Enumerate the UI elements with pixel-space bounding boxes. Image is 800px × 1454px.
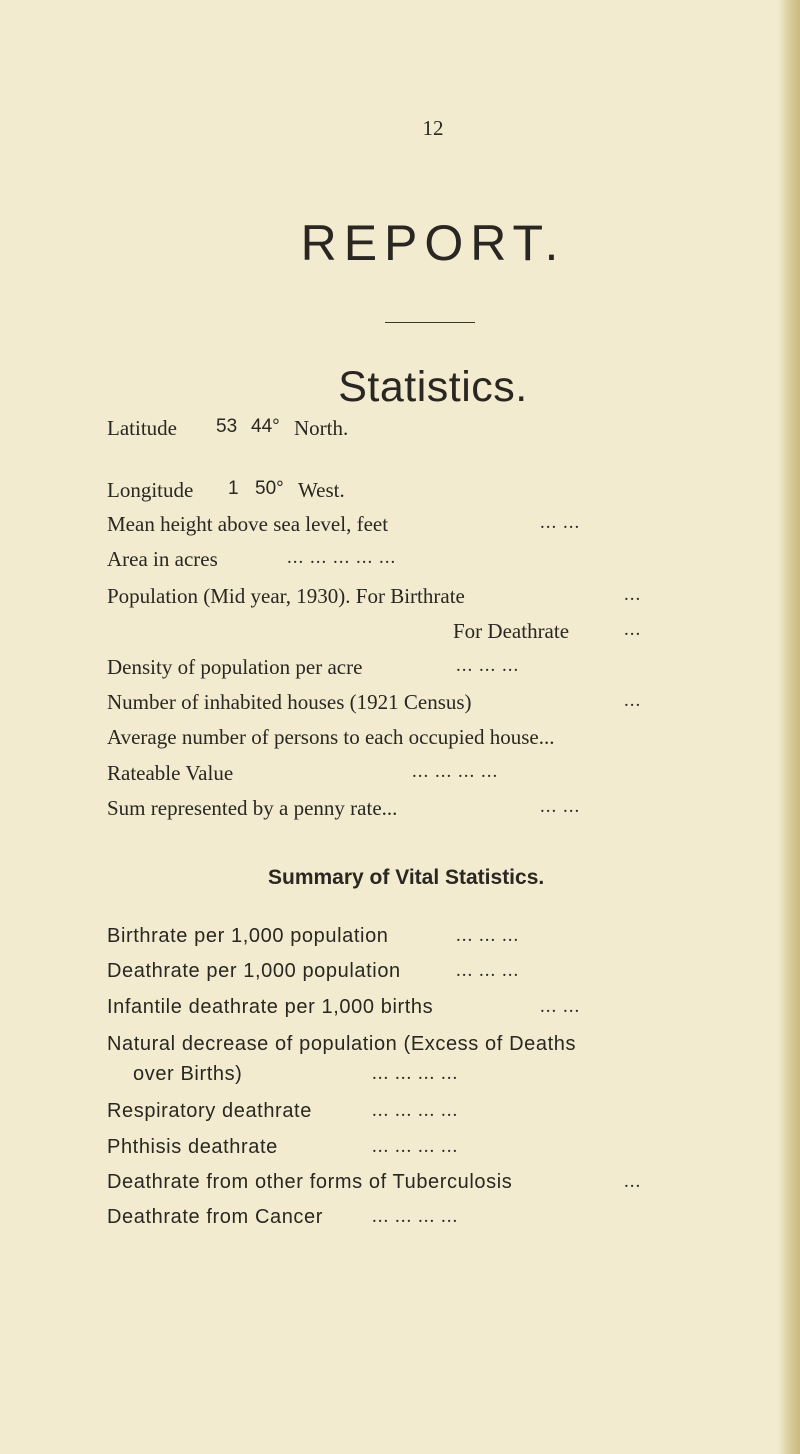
row-label: Infantile deathrate per 1,000 births xyxy=(107,996,434,1018)
latitude-degrees: 53 xyxy=(216,416,238,437)
row-label: over Births) xyxy=(133,1063,243,1085)
row-label: Deathrate per 1,000 population xyxy=(107,960,401,982)
leader-dots: ... ... xyxy=(540,996,581,1017)
leader-dots: ... xyxy=(624,690,642,711)
longitude-degrees: 1 xyxy=(228,478,239,499)
longitude-direction: West. xyxy=(298,478,345,502)
page-number: 12 xyxy=(422,116,444,140)
longitude-minutes: 50° xyxy=(255,478,284,499)
leader-dots: ... xyxy=(624,619,642,640)
latitude-direction: North. xyxy=(294,416,349,440)
leader-dots: ... ... ... ... ... xyxy=(287,547,397,568)
row-label: Average number of persons to each occupied house... xyxy=(107,725,555,749)
leader-dots: ... ... ... xyxy=(456,655,520,676)
report-title: REPORT. xyxy=(300,215,566,271)
leader-dots: ... ... xyxy=(540,796,581,817)
leader-dots: ... xyxy=(624,1171,642,1192)
row-label: Deathrate from other forms of Tuberculosis xyxy=(107,1171,513,1193)
leader-dots: ... ... ... ... xyxy=(372,1100,459,1121)
latitude-minutes: 44° xyxy=(251,416,280,437)
row-label: For Deathrate xyxy=(453,619,570,643)
summary-heading: Summary of Vital Statistics. xyxy=(268,866,545,889)
row-label: Density of population per acre xyxy=(107,655,363,679)
leader-dots: ... ... ... ... xyxy=(372,1206,459,1227)
leader-dots: ... ... ... ... xyxy=(372,1063,459,1084)
row-label: Respiratory deathrate xyxy=(107,1100,312,1122)
latitude-label: Latitude xyxy=(107,416,177,440)
row-label: Natural decrease of population (Excess of Deaths xyxy=(107,1033,577,1055)
row-label: Phthisis deathrate xyxy=(107,1136,278,1158)
row-label: Rateable Value xyxy=(107,761,234,785)
title-divider xyxy=(385,322,475,323)
leader-dots: ... ... ... xyxy=(456,960,520,981)
leader-dots: ... ... ... ... xyxy=(372,1136,459,1157)
row-label: Population (Mid year, 1930). For Birthrate xyxy=(107,584,465,608)
row-label: Sum represented by a penny rate... xyxy=(107,796,398,820)
leader-dots: ... ... xyxy=(540,512,581,533)
statistics-heading: Statistics. xyxy=(338,363,528,411)
row-label: Deathrate from Cancer xyxy=(107,1206,324,1228)
longitude-label: Longitude xyxy=(107,478,194,502)
row-label: Mean height above sea level, feet xyxy=(107,512,389,536)
row-label: Area in acres xyxy=(107,547,218,571)
row-label: Birthrate per 1,000 population xyxy=(107,925,389,947)
leader-dots: ... ... ... ... xyxy=(412,761,499,782)
leader-dots: ... xyxy=(624,584,642,605)
row-label: Number of inhabited houses (1921 Census) xyxy=(107,690,472,714)
leader-dots: ... ... ... xyxy=(456,925,520,946)
